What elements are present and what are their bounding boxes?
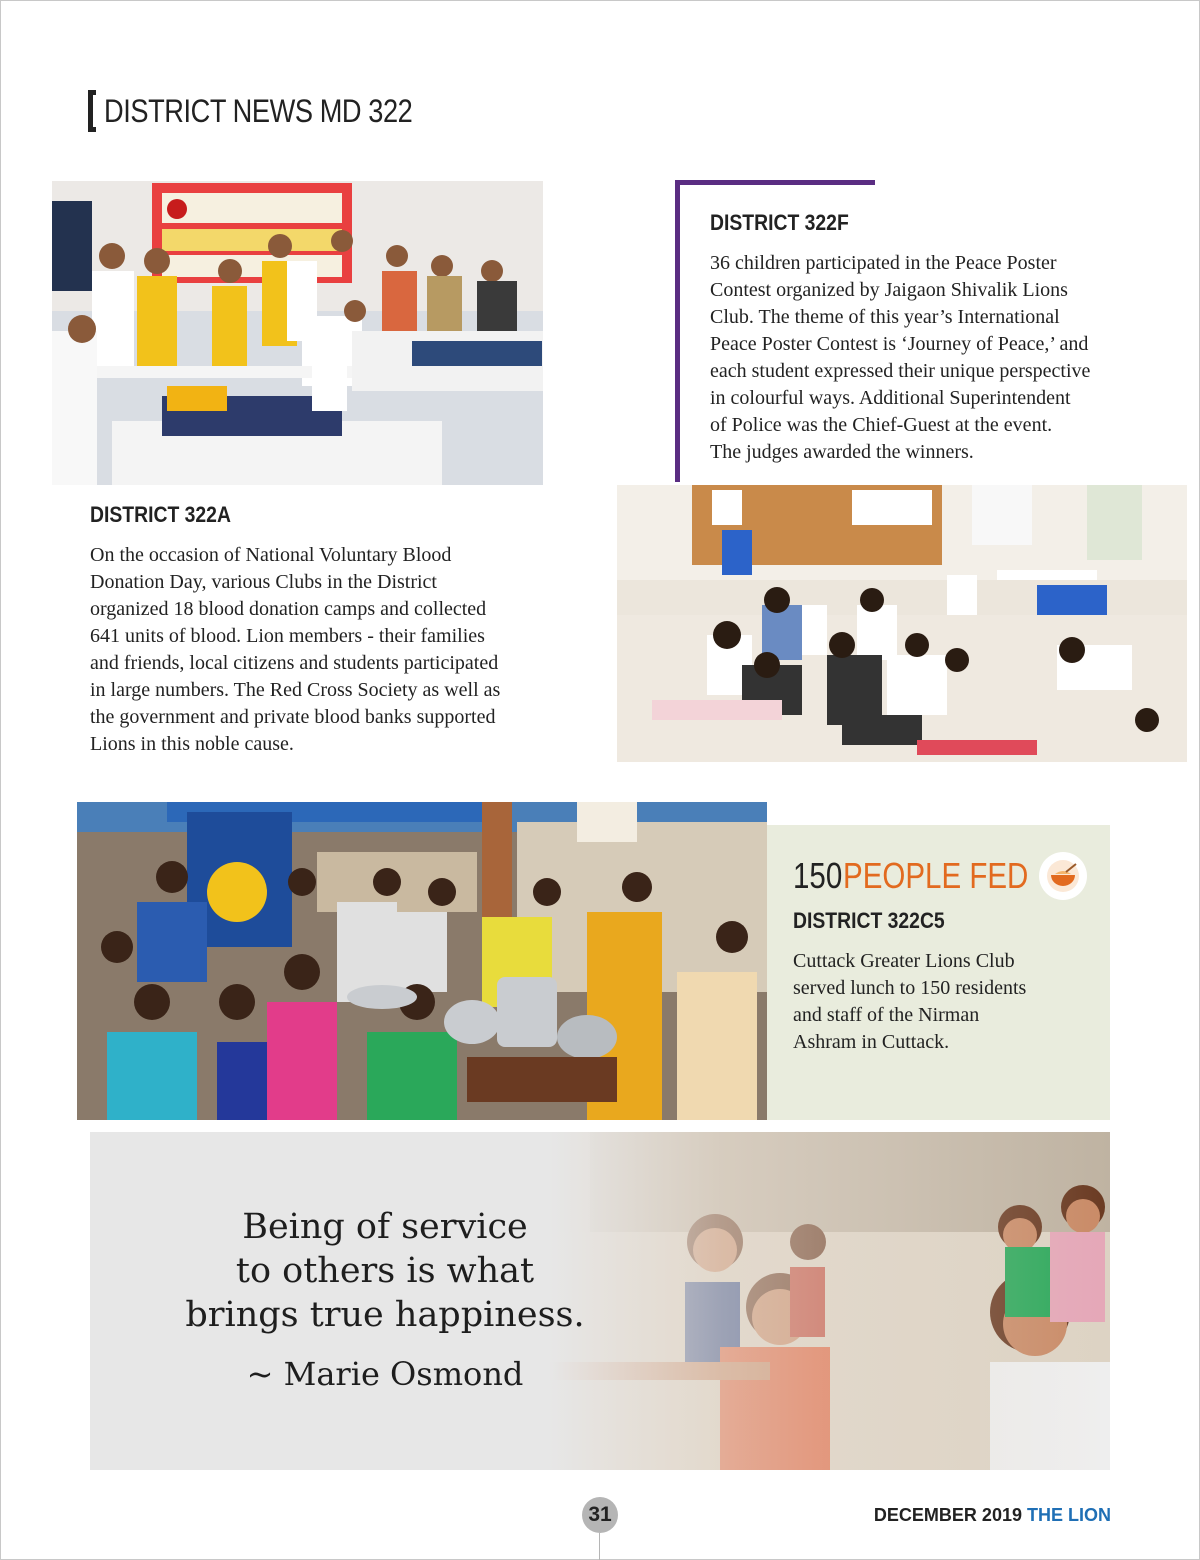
text-line: Donation Day, various Clubs in the District <box>90 571 437 593</box>
text-line: Contest organized by Jaigaon Shivalik Lions <box>710 279 1068 301</box>
text-line: of Police was the Chief-Guest at the event. <box>710 414 1053 436</box>
text-line: Peace Poster Contest is ‘Journey of Peace,’ and <box>710 333 1089 355</box>
people-fed-number: 150 <box>793 855 843 896</box>
text-line: Cuttack Greater Lions Club <box>793 950 1015 972</box>
district-322f-block <box>710 210 1120 466</box>
district-322a-block <box>90 502 540 758</box>
district-322c5-body <box>793 948 1093 1056</box>
quote-line: brings true happiness. <box>185 1295 585 1335</box>
text-line: and staff of the Nirman <box>793 1004 980 1026</box>
district-322a-body <box>90 542 540 758</box>
header-bracket <box>88 90 96 132</box>
peace-poster-contest-photo <box>617 485 1187 762</box>
footer-issue <box>874 1505 1111 1526</box>
lunch-service-photo <box>77 802 767 1120</box>
quote-author: ~ Marie Osmond <box>246 1355 524 1393</box>
quote-text <box>170 1205 600 1337</box>
blood-donation-photo <box>52 181 543 485</box>
food-bowl-icon <box>1039 852 1087 900</box>
district-322a-title: DISTRICT 322A <box>90 502 231 527</box>
text-line: the government and private blood banks supported <box>90 706 496 728</box>
text-line: served lunch to 150 residents <box>793 977 1027 999</box>
section-title: DISTRICT NEWS MD 322 <box>104 92 413 129</box>
district-322f-frame-left <box>675 180 680 482</box>
district-322f-title: DISTRICT 322F <box>710 210 849 235</box>
text-line: Lions in this noble cause. <box>90 733 294 755</box>
text-line: On the occasion of National Voluntary Blood <box>90 544 452 566</box>
text-line: and friends, local citizens and students participated <box>90 652 499 674</box>
text-line: Ashram in Cuttack. <box>793 1031 950 1053</box>
page-number: 31 <box>582 1497 618 1533</box>
text-line: in large numbers. The Red Cross Society as well as <box>90 679 501 701</box>
section-header <box>88 88 467 134</box>
district-322c5-block <box>793 852 1093 1056</box>
text-line: in colourful ways. Additional Superintendent <box>710 387 1071 409</box>
footer-magazine: THE LION <box>1027 1505 1111 1525</box>
quote-line: Being of service <box>242 1207 528 1247</box>
district-322f-frame-top <box>675 180 875 185</box>
people-fed-label: PEOPLE FED <box>843 855 1029 896</box>
page-number-rule <box>599 1533 600 1560</box>
text-line: 641 units of blood. Lion members - their families <box>90 625 485 647</box>
text-line: The judges awarded the winners. <box>710 441 974 463</box>
people-fed-heading <box>793 852 1093 900</box>
footer-month: DECEMBER 2019 <box>873 1505 1022 1525</box>
quote-line: to others is what <box>235 1251 535 1291</box>
text-line: Club. The theme of this year’s International <box>710 306 1060 328</box>
text-line: organized 18 blood donation camps and collected <box>90 598 487 620</box>
district-322f-body <box>710 250 1120 466</box>
district-322c5-title: DISTRICT 322C5 <box>793 908 945 933</box>
text-line: 36 children participated in the Peace Poster <box>710 252 1057 274</box>
text-line: each student expressed their unique perspective <box>710 360 1091 382</box>
